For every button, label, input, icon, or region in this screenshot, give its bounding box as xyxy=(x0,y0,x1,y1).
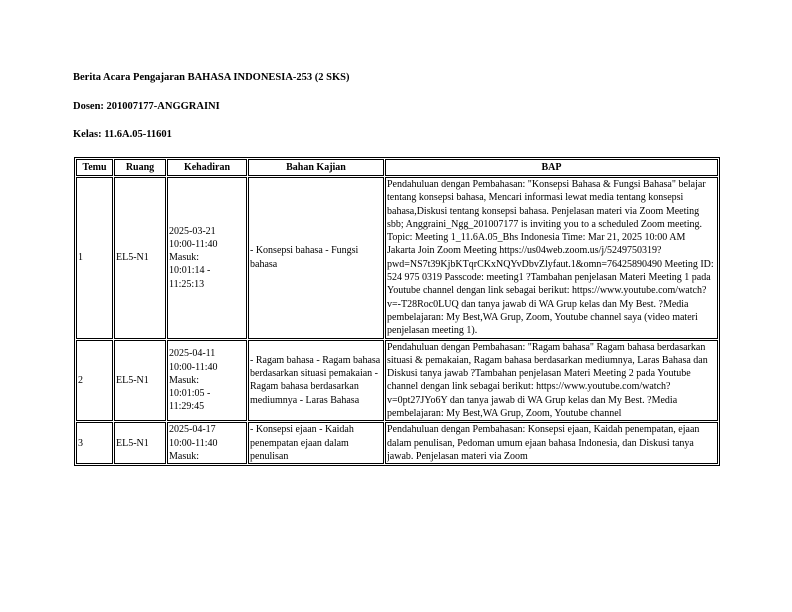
column-header-temu: Temu xyxy=(76,159,113,176)
course-title: Berita Acara Pengajaran BAHASA INDONESIA-253 (2 SKS) xyxy=(73,72,350,83)
masuk-label: Masuk: xyxy=(169,374,199,386)
bap-clip: Pendahuluan dengan Pembahasan: Konsepsi ejaan, Kaidah penempatan, ejaan dalam penulisan, Pedoman umum ejaan bahasa Indonesia, dan Diskusi tanya jawab. Penjelasan materi via Zoom xyxy=(387,424,700,462)
temu-cell: 1 xyxy=(76,177,113,339)
ruang-cell: EL5-N1 xyxy=(114,422,166,464)
table-row xyxy=(76,177,718,339)
table-row xyxy=(76,340,718,422)
keluar-time: 11:29:45 xyxy=(169,401,205,413)
column-header-ruang: Ruang xyxy=(114,159,166,176)
column-header-bap: BAP xyxy=(385,159,718,176)
session-time: 10:00-11:40 xyxy=(169,238,218,250)
session-time: 10:00-11:40 xyxy=(169,361,218,373)
table-row xyxy=(76,422,718,464)
masuk-time: 10:01:05 - xyxy=(169,388,211,400)
class-line: Kelas: 11.6A.05-11601 xyxy=(73,129,172,140)
kehadiran-cell xyxy=(167,340,247,422)
bahan-kajian-cell: - Ragam bahasa - Ragam bahasa berdasarkan situasi pemakaian - Ragam bahasa berdasarkan mediumnya - Laras Bahasa xyxy=(248,340,384,422)
keluar-time: 11:25:13 xyxy=(169,278,205,290)
bap-cell: Pendahuluan dengan Pembahasan: "Ragam bahasa" Ragam bahasa berdasarkan situasi & pemakaian, Ragam bahasa berdasarkan mediumnya, Laras Bahasa dan Diskusi tanya jawab ?Tambahan penjelasan Materi Meeting 2 pada Youtube channel dengan link sebagai berikut: https://www.youtube.com/watch?v=0pt27JYo6Y dan tanya jawab di WA Grup kelas dan My Best. ?Media pembelajaran: My Best,WA Grup, Zoom, Youtube channel xyxy=(385,340,718,422)
session-time: 10:00-11:40 xyxy=(169,437,218,449)
ruang-cell: EL5-N1 xyxy=(114,340,166,422)
session-date: 2025-04-17 xyxy=(169,424,216,436)
column-header-kehadiran: Kehadiran xyxy=(167,159,247,176)
session-date: 2025-04-11 xyxy=(169,348,216,360)
bahan-kajian-clip: - Konsepsi ejaan - Kaidah penempatan ejaan dalam penulisan xyxy=(250,424,354,462)
bahan-kajian-cell xyxy=(248,422,384,464)
bap-cell: Pendahuluan dengan Pembahasan: "Konsepsi Bahasa & Fungsi Bahasa" belajar tentang konsepsi bahasa, Mencari informasi lewat media tentang konsepsi bahasa,Diskusi tentang konsepsi bahasa. Penjelasan materi via Zoom Meeting sbb; Anggraini_Ngg_201007177 is inviting you to a scheduled Zoom meeting. Topic: Meeting 1_11.6A.05_Bhs Indonesia Time: Mar 21, 2025 10:00 AM Jakarta Join Zoom Meeting https://us04web.zoom.us/j/5249750319?pwd=NS7t39KjbKTqrCKxNQYvDbvZlyfaut.1&omn=76425890490 Meeting ID: 524 975 0319 Passcode: meeting1 ?Tambahan penjelasan Materi Meeting 1 pada Youtube channel dengan link sebagai berikut: https://www.youtube.com/watch?v=-T28Roc0LUQ dan tanya jawab di WA Grup kelas dan My Best. ?Media pembelajaran: My Best,WA Grup, Zoom, Youtube channel saya (video materi penjelasan meeting 1). xyxy=(385,177,718,339)
kehadiran-cell xyxy=(167,177,247,339)
bap-cell xyxy=(385,422,718,464)
kehadiran-cell xyxy=(167,422,247,464)
bap-table xyxy=(74,157,720,466)
masuk-label: Masuk: xyxy=(169,252,199,264)
session-date: 2025-03-21 xyxy=(169,225,216,237)
kehadiran-clip xyxy=(169,423,245,463)
lecturer-line: Dosen: 201007177-ANGGRAINI xyxy=(73,101,220,112)
table-header-row xyxy=(76,159,718,176)
masuk-time: 10:01:14 - xyxy=(169,265,211,277)
bahan-kajian-cell: - Konsepsi bahasa - Fungsi bahasa xyxy=(248,177,384,339)
column-header-bahan-kajian: Bahan Kajian xyxy=(248,159,384,176)
temu-cell: 3 xyxy=(76,422,113,464)
temu-cell: 2 xyxy=(76,340,113,422)
ruang-cell: EL5-N1 xyxy=(114,177,166,339)
masuk-label: Masuk: xyxy=(169,450,199,462)
